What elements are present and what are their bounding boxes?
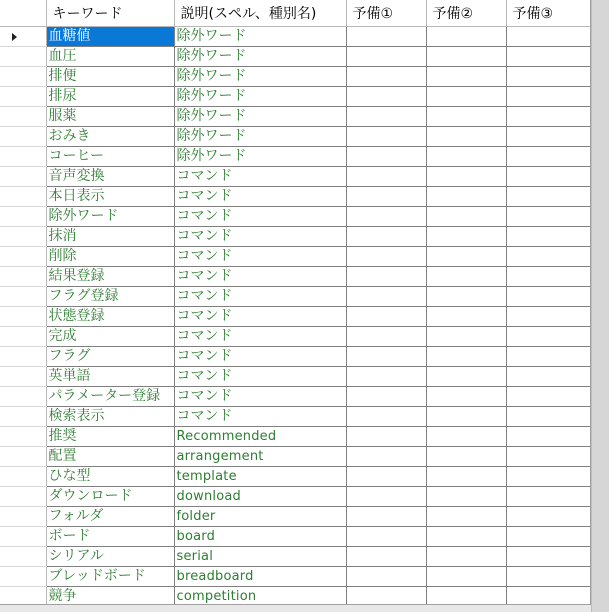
table-row[interactable]: [0, 247, 591, 267]
description-cell[interactable]: コマンド: [174, 347, 346, 367]
reserve1-cell[interactable]: [346, 227, 426, 247]
reserve3-cell[interactable]: [506, 467, 591, 487]
reserve2-cell[interactable]: [426, 67, 506, 87]
reserve2-cell[interactable]: [426, 307, 506, 327]
vertical-scrollbar[interactable]: [591, 0, 609, 612]
description-cell[interactable]: コマンド: [174, 327, 346, 347]
reserve2-cell[interactable]: [426, 107, 506, 127]
table-row[interactable]: [0, 47, 591, 67]
row-selector[interactable]: [0, 87, 46, 107]
reserve3-cell[interactable]: [506, 67, 591, 87]
description-cell[interactable]: 除外ワード: [174, 127, 346, 147]
description-cell[interactable]: コマンド: [174, 387, 346, 407]
description-cell[interactable]: serial: [174, 547, 346, 567]
reserve1-cell[interactable]: [346, 427, 426, 447]
reserve2-cell[interactable]: [426, 567, 506, 587]
reserve3-cell[interactable]: [506, 587, 591, 606]
reserve2-cell[interactable]: [426, 467, 506, 487]
reserve2-cell[interactable]: [426, 227, 506, 247]
row-selector[interactable]: [0, 287, 46, 307]
keyword-cell[interactable]: 排便: [46, 67, 174, 87]
row-selector[interactable]: [0, 407, 46, 427]
description-cell[interactable]: コマンド: [174, 407, 346, 427]
table-row[interactable]: [0, 587, 591, 606]
reserve3-cell[interactable]: [506, 27, 591, 47]
table-row[interactable]: [0, 167, 591, 187]
reserve3-cell[interactable]: [506, 247, 591, 267]
reserve2-cell[interactable]: [426, 27, 506, 47]
reserve1-cell[interactable]: [346, 507, 426, 527]
keyword-cell[interactable]: 推奨: [46, 427, 174, 447]
reserve2-cell[interactable]: [426, 47, 506, 67]
table-row[interactable]: [0, 447, 591, 467]
reserve2-cell[interactable]: [426, 527, 506, 547]
reserve3-cell[interactable]: [506, 187, 591, 207]
row-selector[interactable]: [0, 507, 46, 527]
description-cell[interactable]: arrangement: [174, 447, 346, 467]
keyword-cell[interactable]: フラグ登録: [46, 287, 174, 307]
reserve3-cell[interactable]: [506, 327, 591, 347]
keyword-cell[interactable]: 検索表示: [46, 407, 174, 427]
description-cell[interactable]: コマンド: [174, 247, 346, 267]
table-row[interactable]: [0, 567, 591, 587]
table-row[interactable]: [0, 27, 591, 47]
reserve2-cell[interactable]: [426, 387, 506, 407]
reserve1-cell[interactable]: [346, 407, 426, 427]
reserve1-cell[interactable]: [346, 367, 426, 387]
reserve2-cell[interactable]: [426, 167, 506, 187]
table-row[interactable]: [0, 367, 591, 387]
reserve3-cell[interactable]: [506, 487, 591, 507]
reserve3-cell[interactable]: [506, 107, 591, 127]
table-row[interactable]: [0, 67, 591, 87]
row-selector[interactable]: [0, 487, 46, 507]
row-selector[interactable]: [0, 227, 46, 247]
keyword-cell[interactable]: 結果登録: [46, 267, 174, 287]
reserve3-cell[interactable]: [506, 267, 591, 287]
table-row[interactable]: [0, 287, 591, 307]
row-selector[interactable]: [0, 367, 46, 387]
reserve2-cell[interactable]: [426, 447, 506, 467]
reserve1-cell[interactable]: [346, 387, 426, 407]
row-selector[interactable]: [0, 347, 46, 367]
reserve3-cell[interactable]: [506, 547, 591, 567]
reserve3-cell[interactable]: [506, 567, 591, 587]
reserve3-cell[interactable]: [506, 287, 591, 307]
reserve3-cell[interactable]: [506, 307, 591, 327]
column-header-keyword[interactable]: キーワード: [46, 0, 174, 27]
reserve1-cell[interactable]: [346, 107, 426, 127]
reserve3-cell[interactable]: [506, 87, 591, 107]
keyword-cell[interactable]: 抹消: [46, 227, 174, 247]
table-row[interactable]: [0, 527, 591, 547]
table-row[interactable]: [0, 387, 591, 407]
reserve2-cell[interactable]: [426, 487, 506, 507]
reserve1-cell[interactable]: [346, 487, 426, 507]
keyword-cell[interactable]: 削除: [46, 247, 174, 267]
table-row[interactable]: [0, 127, 591, 147]
reserve3-cell[interactable]: [506, 387, 591, 407]
description-cell[interactable]: 除外ワード: [174, 147, 346, 167]
reserve1-cell[interactable]: [346, 87, 426, 107]
row-selector[interactable]: [0, 587, 46, 606]
row-selector[interactable]: [0, 307, 46, 327]
keyword-cell[interactable]: ダウンロード: [46, 487, 174, 507]
reserve2-cell[interactable]: [426, 287, 506, 307]
description-cell[interactable]: コマンド: [174, 167, 346, 187]
reserve1-cell[interactable]: [346, 527, 426, 547]
reserve1-cell[interactable]: [346, 567, 426, 587]
reserve3-cell[interactable]: [506, 47, 591, 67]
row-selector[interactable]: [0, 327, 46, 347]
row-selector[interactable]: [0, 147, 46, 167]
column-header-reserve3[interactable]: 予備③: [506, 0, 591, 27]
row-selector[interactable]: [0, 547, 46, 567]
column-header-reserve2[interactable]: 予備②: [426, 0, 506, 27]
table-row[interactable]: [0, 187, 591, 207]
table-row[interactable]: [0, 507, 591, 527]
keyword-cell[interactable]: 状態登録: [46, 307, 174, 327]
row-selector-header[interactable]: [0, 0, 46, 27]
description-cell[interactable]: download: [174, 487, 346, 507]
reserve2-cell[interactable]: [426, 547, 506, 567]
description-cell[interactable]: 除外ワード: [174, 107, 346, 127]
reserve1-cell[interactable]: [346, 147, 426, 167]
keyword-cell[interactable]: 排尿: [46, 87, 174, 107]
keyword-cell[interactable]: ボード: [46, 527, 174, 547]
description-cell[interactable]: folder: [174, 507, 346, 527]
description-cell[interactable]: コマンド: [174, 307, 346, 327]
table-row[interactable]: [0, 547, 591, 567]
table-row[interactable]: [0, 347, 591, 367]
reserve1-cell[interactable]: [346, 167, 426, 187]
reserve2-cell[interactable]: [426, 207, 506, 227]
reserve1-cell[interactable]: [346, 127, 426, 147]
keyword-cell[interactable]: 音声変換: [46, 167, 174, 187]
table-row[interactable]: [0, 107, 591, 127]
reserve1-cell[interactable]: [346, 187, 426, 207]
row-selector[interactable]: [0, 207, 46, 227]
reserve2-cell[interactable]: [426, 407, 506, 427]
row-selector[interactable]: [0, 27, 46, 47]
reserve1-cell[interactable]: [346, 587, 426, 606]
reserve1-cell[interactable]: [346, 287, 426, 307]
keyword-cell[interactable]: コーヒー: [46, 147, 174, 167]
reserve1-cell[interactable]: [346, 447, 426, 467]
grid-body: [0, 27, 591, 606]
header-row: [0, 0, 591, 27]
description-cell[interactable]: 除外ワード: [174, 27, 346, 47]
reserve2-cell[interactable]: [426, 127, 506, 147]
keyword-cell[interactable]: 英単語: [46, 367, 174, 387]
row-selector[interactable]: [0, 387, 46, 407]
reserve2-cell[interactable]: [426, 87, 506, 107]
description-cell[interactable]: コマンド: [174, 187, 346, 207]
description-cell[interactable]: board: [174, 527, 346, 547]
keyword-cell[interactable]: 除外ワード: [46, 207, 174, 227]
reserve2-cell[interactable]: [426, 187, 506, 207]
reserve1-cell[interactable]: [346, 27, 426, 47]
description-cell[interactable]: 除外ワード: [174, 67, 346, 87]
reserve3-cell[interactable]: [506, 207, 591, 227]
table-row[interactable]: [0, 227, 591, 247]
reserve2-cell[interactable]: [426, 367, 506, 387]
reserve1-cell[interactable]: [346, 307, 426, 327]
table-row[interactable]: [0, 267, 591, 287]
keyword-cell[interactable]: 競争: [46, 587, 174, 606]
reserve1-cell[interactable]: [346, 47, 426, 67]
keyword-cell[interactable]: おみき: [46, 127, 174, 147]
row-selector[interactable]: [0, 267, 46, 287]
reserve2-cell[interactable]: [426, 507, 506, 527]
reserve3-cell[interactable]: [506, 447, 591, 467]
current-row-arrow-icon: [12, 33, 17, 41]
row-selector[interactable]: [0, 67, 46, 87]
keyword-cell[interactable]: ひな型: [46, 467, 174, 487]
reserve3-cell[interactable]: [506, 147, 591, 167]
reserve1-cell[interactable]: [346, 267, 426, 287]
reserve2-cell[interactable]: [426, 327, 506, 347]
reserve1-cell[interactable]: [346, 207, 426, 227]
table-row[interactable]: [0, 307, 591, 327]
keyword-cell[interactable]: 服薬: [46, 107, 174, 127]
row-selector[interactable]: [0, 127, 46, 147]
description-cell[interactable]: competition: [174, 587, 346, 606]
reserve1-cell[interactable]: [346, 67, 426, 87]
reserve3-cell[interactable]: [506, 407, 591, 427]
keyword-cell[interactable]: 血糖値: [46, 27, 174, 47]
reserve1-cell[interactable]: [346, 467, 426, 487]
row-selector[interactable]: [0, 427, 46, 447]
reserve3-cell[interactable]: [506, 427, 591, 447]
row-selector[interactable]: [0, 567, 46, 587]
table-row[interactable]: [0, 487, 591, 507]
keyword-cell[interactable]: 本日表示: [46, 187, 174, 207]
keyword-cell[interactable]: 血圧: [46, 47, 174, 67]
description-cell[interactable]: コマンド: [174, 267, 346, 287]
grid-bottom-edge: [0, 605, 591, 612]
row-selector[interactable]: [0, 167, 46, 187]
row-selector[interactable]: [0, 467, 46, 487]
reserve2-cell[interactable]: [426, 427, 506, 447]
reserve3-cell[interactable]: [506, 347, 591, 367]
description-cell[interactable]: コマンド: [174, 227, 346, 247]
column-header-description[interactable]: 説明(スペル、種別名): [174, 0, 346, 27]
reserve2-cell[interactable]: [426, 267, 506, 287]
reserve1-cell[interactable]: [346, 547, 426, 567]
reserve1-cell[interactable]: [346, 327, 426, 347]
table-row[interactable]: [0, 407, 591, 427]
reserve2-cell[interactable]: [426, 147, 506, 167]
description-cell[interactable]: コマンド: [174, 287, 346, 307]
description-cell[interactable]: コマンド: [174, 367, 346, 387]
table-row[interactable]: [0, 327, 591, 347]
row-selector[interactable]: [0, 527, 46, 547]
reserve2-cell[interactable]: [426, 347, 506, 367]
description-cell[interactable]: breadboard: [174, 567, 346, 587]
table-row[interactable]: [0, 87, 591, 107]
keyword-cell[interactable]: パラメーター登録: [46, 387, 174, 407]
keyword-cell[interactable]: ブレッドボード: [46, 567, 174, 587]
reserve2-cell[interactable]: [426, 247, 506, 267]
row-selector[interactable]: [0, 447, 46, 467]
keyword-cell[interactable]: 完成: [46, 327, 174, 347]
description-cell[interactable]: Recommended: [174, 427, 346, 447]
table-row[interactable]: [0, 147, 591, 167]
reserve3-cell[interactable]: [506, 127, 591, 147]
keyword-cell[interactable]: 配置: [46, 447, 174, 467]
keyword-cell[interactable]: シリアル: [46, 547, 174, 567]
reserve3-cell[interactable]: [506, 367, 591, 387]
table-row[interactable]: [0, 427, 591, 447]
reserve3-cell[interactable]: [506, 227, 591, 247]
description-cell[interactable]: template: [174, 467, 346, 487]
description-cell[interactable]: コマンド: [174, 207, 346, 227]
description-cell[interactable]: 除外ワード: [174, 87, 346, 107]
description-cell[interactable]: 除外ワード: [174, 47, 346, 67]
row-selector[interactable]: [0, 247, 46, 267]
reserve3-cell[interactable]: [506, 507, 591, 527]
keyword-cell[interactable]: フラグ: [46, 347, 174, 367]
keyword-cell[interactable]: フォルダ: [46, 507, 174, 527]
reserve3-cell[interactable]: [506, 527, 591, 547]
row-selector[interactable]: [0, 107, 46, 127]
reserve1-cell[interactable]: [346, 247, 426, 267]
column-header-reserve1[interactable]: 予備①: [346, 0, 426, 27]
reserve1-cell[interactable]: [346, 347, 426, 367]
reserve2-cell[interactable]: [426, 587, 506, 606]
table-row[interactable]: [0, 467, 591, 487]
table-row[interactable]: [0, 207, 591, 227]
row-selector[interactable]: [0, 187, 46, 207]
reserve3-cell[interactable]: [506, 167, 591, 187]
row-selector[interactable]: [0, 47, 46, 67]
